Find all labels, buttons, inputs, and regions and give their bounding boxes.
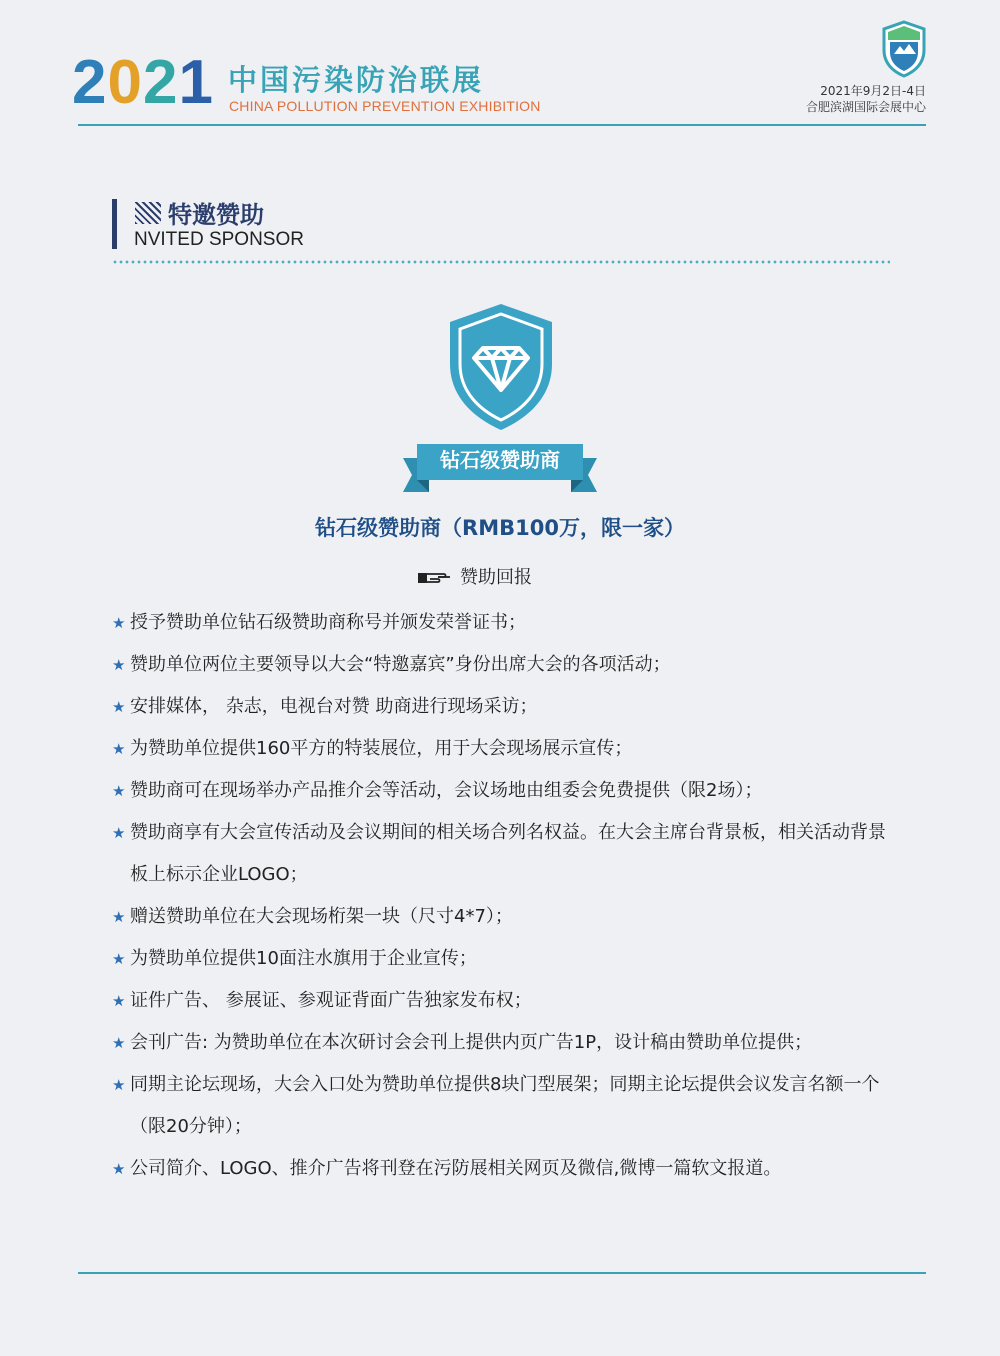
list-item (112, 602, 902, 644)
star-icon: ★ (112, 782, 126, 800)
ribbon-label: 钻石级赞助商 (440, 448, 560, 472)
list-item-text: 赞助单位两位主要领导以大会“特邀嘉宾”身份出席大会的各项活动； (130, 654, 671, 675)
year-digit: 2 (72, 48, 108, 117)
shield-landscape-icon (880, 20, 928, 78)
diamond-shield-icon (446, 302, 556, 432)
star-icon: ★ (112, 1160, 126, 1178)
section-bar (112, 199, 117, 249)
list-item (112, 686, 902, 728)
section-title-en: NVITED SPONSOR (134, 229, 304, 250)
benefits-list (112, 602, 902, 1190)
list-item-text: 赞助商可在现场举办产品推介会等活动，会议场地由组委会免费提供（限2场）； (130, 780, 763, 801)
list-item-text: 公司简介、LOGO、推介广告将刊登在污防展相关网页及微信,微博一篇软文报道。 (130, 1158, 782, 1179)
list-item (112, 728, 902, 770)
star-icon: ★ (112, 698, 126, 716)
list-item (112, 644, 902, 686)
star-icon: ★ (112, 950, 126, 968)
page-header (0, 0, 1000, 130)
list-item (112, 896, 902, 938)
star-icon: ★ (112, 992, 126, 1010)
list-item-text: 同期主论坛现场，大会入口处为赞助单位提供8块门型展架；同期主论坛提供会议发言名额一个（限20分钟）； (130, 1074, 880, 1137)
list-item-text: 安排媒体， 杂志，电视台对赞 助商进行现场采访； (130, 696, 538, 717)
header-divider (78, 124, 926, 126)
list-item-text: 证件广告、 参展证、参观证背面广告独家发布权； (130, 990, 532, 1011)
star-icon: ★ (112, 1034, 126, 1052)
star-icon: ★ (112, 614, 126, 632)
footer-divider (78, 1272, 926, 1274)
list-item (112, 1148, 902, 1190)
list-item (112, 980, 902, 1022)
list-item (112, 1022, 902, 1064)
event-date: 2021年9月2日-4日 (820, 84, 926, 98)
list-item-text: 会刊广告: 为赞助单位在本次研讨会会刊上提供内页广告1P，设计稿由赞助单位提供； (130, 1032, 813, 1053)
sponsor-level-title: 钻石级赞助商（RMB100万，限一家） (315, 516, 685, 540)
star-icon: ★ (112, 740, 126, 758)
benefits-heading (418, 563, 532, 589)
year-digit: 0 (107, 48, 143, 117)
dotted-divider (112, 258, 890, 266)
list-item (112, 812, 902, 896)
year-digit: 2 (142, 48, 179, 117)
exhibition-title-en: CHINA POLLUTION PREVENTION EXHIBITION (229, 98, 541, 114)
list-item-text: 授予赞助单位钻石级赞助商称号并颁发荣誉证书； (130, 612, 526, 633)
list-item-text: 为赞助单位提供10面注水旗用于企业宣传； (130, 948, 477, 969)
list-item (112, 770, 902, 812)
year-logo (72, 48, 214, 117)
list-item (112, 938, 902, 980)
list-item-text: 为赞助单位提供160平方的特装展位，用于大会现场展示宣传； (130, 738, 633, 759)
date-venue (806, 83, 926, 115)
event-venue: 合肥滨湖国际会展中心 (805, 100, 926, 114)
benefits-heading-text: 赞助回报 (460, 567, 532, 588)
exhibition-title-cn: 中国污染防治联展 (228, 63, 485, 97)
star-icon: ★ (112, 656, 126, 674)
year-digit: 1 (178, 48, 214, 117)
star-icon: ★ (112, 824, 126, 842)
list-item (112, 1064, 902, 1148)
hatch-icon (135, 202, 161, 224)
pointing-hand-icon (418, 571, 452, 585)
star-icon: ★ (112, 1076, 126, 1094)
list-item-text: 赠送赞助单位在大会现场桁架一块（尺寸4*7）； (130, 906, 513, 927)
list-item-text: 赞助商享有大会宣传活动及会议期间的相关场合列名权益。在大会主席台背景板，相关活动背景板上标示企业LOGO； (130, 822, 886, 885)
star-icon: ★ (112, 908, 126, 926)
section-title-cn: 特邀赞助 (168, 201, 264, 229)
